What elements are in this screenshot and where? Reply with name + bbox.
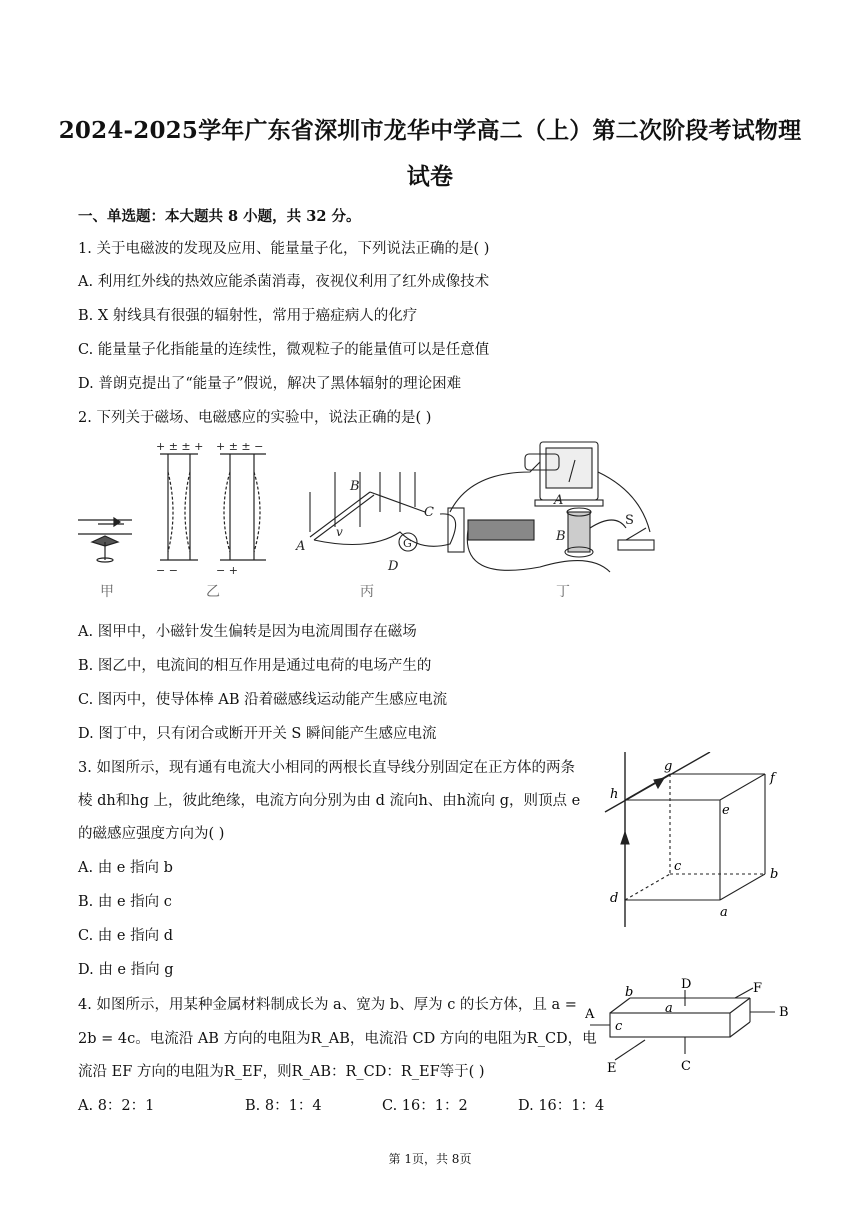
bing-letter-c: C [424, 505, 434, 520]
q1-stem: 1. 关于电磁波的发现及应用、能量量子化，下列说法正确的是( ) [78, 241, 490, 257]
svg-text:+ ± ± −: + ± ± − [216, 440, 264, 453]
ding-letter-s: S [625, 513, 634, 528]
cube-label-a: a [720, 905, 728, 920]
bing-letter-v: v [336, 525, 343, 539]
cube-label-d: d [610, 891, 619, 906]
svg-text:+ ± ± +: + ± ± + [156, 440, 204, 453]
box-label-a-end: A [585, 1007, 595, 1022]
box-label-b-end: B [779, 1005, 789, 1020]
section-heading: 一、单选题：本大题共 8 小题，共 32 分。 [78, 208, 361, 225]
ding-letter-a: A [554, 493, 564, 508]
q2-stem: 2. 下列关于磁场、电磁感应的实验中，说法正确的是( ) [78, 410, 432, 426]
bing-letter-a: A [296, 539, 306, 554]
fig-label-bing: 丙 [360, 584, 374, 600]
q2-figure [70, 432, 670, 604]
q3-stem-2: 棱 dh和hg 上，彼此绝缘，电流方向分别为由 d 流向h、由h流向 g，则顶点 e [78, 793, 581, 809]
ding-letter-b: B [556, 529, 566, 544]
box-label-b: b [625, 985, 634, 1000]
q4-option-c: C. 16：1：2 [382, 1098, 468, 1114]
bing-letter-b: B [350, 479, 360, 494]
q2-option-c: C. 图丙中，使导体棒 AB 沿着磁感线运动能产生感应电流 [78, 692, 448, 708]
cube-label-g: g [664, 759, 673, 774]
cube-label-h: h [610, 787, 619, 802]
title-line-2: 试卷 [406, 163, 454, 190]
q3-option-d: D. 由 e 指向 g [78, 962, 174, 978]
cube-label-f: f [770, 771, 775, 786]
bing-letter-g: G [403, 537, 412, 550]
q2-option-d: D. 图丁中，只有闭合或断开开关 S 瞬间能产生感应电流 [78, 726, 437, 742]
q1-option-d: D. 普朗克提出了“能量子”假说，解决了黑体辐射的理论困难 [78, 376, 462, 392]
q1-option-a: A. 利用红外线的热效应能杀菌消毒，夜视仪利用了红外成像技术 [78, 274, 490, 290]
cube-label-b: b [770, 867, 779, 882]
fig-label-jia: 甲 [100, 584, 114, 600]
cube-label-c: c [674, 859, 682, 874]
q4-stem-1: 4. 如图所示，用某种金属材料制成长为 a、宽为 b、厚为 c 的长方体，且 a = [78, 997, 577, 1013]
q2-option-b: B. 图乙中，电流间的相互作用是通过电荷的电场产生的 [78, 658, 432, 674]
box-label-d: D [681, 978, 692, 992]
box-label-f: F [753, 981, 763, 996]
figure-ding-induction-circuit [448, 442, 654, 572]
fig-label-yi: 乙 [206, 584, 220, 600]
q3-option-b: B. 由 e 指向 c [78, 894, 172, 910]
figure-yi-parallel-wires [156, 440, 266, 577]
q4-stem-2: 2b = 4c。电流沿 AB 方向的电阻为R_AB，电流沿 CD 方向的电阻为R_CD，电 [78, 1031, 597, 1047]
q4-box-figure [585, 978, 800, 1078]
page-footer: 第 1页，共 8页 [388, 1152, 472, 1166]
svg-text:− +: − + [216, 564, 238, 577]
q4-stem-3: 流沿 EF 方向的电阻为R_EF，则R_AB：R_CD：R_EF等于( ) [78, 1064, 485, 1080]
fig-label-ding: 丁 [556, 584, 570, 600]
q3-stem-3: 的磁感应强度方向为( ) [78, 826, 225, 842]
box-label-c-end: C [681, 1059, 691, 1074]
q4-option-d: D. 16：1：4 [518, 1098, 605, 1114]
q3-stem-1: 3. 如图所示，现有通有电流大小相同的两根长直导线分别固定在正方体的两条 [78, 760, 575, 776]
box-label-c: c [615, 1019, 623, 1034]
box-label-e: E [607, 1061, 617, 1076]
figure-jia-compass [78, 518, 132, 562]
box-label-a: a [665, 1001, 673, 1016]
bing-letter-d: D [388, 559, 399, 574]
q4-option-b: B. 8：1：4 [245, 1098, 322, 1114]
q1-option-b: B. X 射线具有很强的辐射性，常用于癌症病人的化疗 [78, 308, 418, 324]
q1-option-c: C. 能量量子化指能量的连续性，微观粒子的能量值可以是任意值 [78, 342, 490, 358]
q2-option-a: A. 图甲中，小磁针发生偏转是因为电流周围存在磁场 [78, 624, 417, 640]
cube-label-e: e [722, 803, 730, 818]
title-line-1: 2024-2025学年广东省深圳市龙华中学高二（上）第二次阶段考试物理 [58, 117, 802, 144]
q3-option-a: A. 由 e 指向 b [78, 860, 173, 876]
q3-cube-figure [600, 752, 800, 932]
q4-option-a: A. 8：2：1 [78, 1098, 155, 1114]
q3-option-c: C. 由 e 指向 d [78, 928, 173, 944]
svg-text:− −: − − [156, 564, 178, 577]
